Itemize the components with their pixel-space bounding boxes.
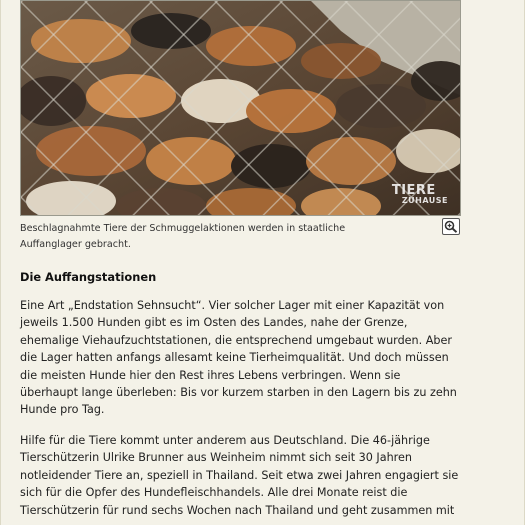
- zoom-button[interactable]: [442, 218, 460, 235]
- logo-line2: ZUHAUSE: [401, 196, 448, 205]
- article-photo[interactable]: [20, 0, 461, 216]
- photo-caption: Beschlagnahmte Tiere der Schmuggelaktionen werden in staatliche Auffanglager gebracht.: [20, 223, 346, 250]
- logo-line1: TIERE: [391, 183, 436, 198]
- tiere-zuhause-logo: [392, 184, 448, 205]
- section-heading: Die Auffangstationen: [20, 270, 157, 284]
- magnifier-plus-icon: [443, 219, 459, 234]
- article-paragraph: Eine Art „Endstation Sehnsucht“. Vier solcher Lager mit einer Kapazität von jeweils 1.500 Hunden gibt es im Osten des Landes, nahe der Grenze, ehemalige Viehaufzuchtstationen, die entsprechend umgebaut wurden. Aber die Lager hatten anfangs allesamt keine Tierheimqualität. Und doch müssen die meisten Hunde hier den Rest ihres Lebens verbringen. Wenn sie überhaupt lange überleben: Bis vor kurzem starben in den Lagern bis zu zehn Hunde pro Tag.: [20, 299, 457, 417]
- article-paragraph: Hilfe für die Tiere kommt unter anderem aus Deutschland. Die 46-jährige Tierschützerin Ulrike Brunner aus Weinheim nimmt sich seit 30 Jahren notleidender Tiere an, speziell in Thailand. Seit etwa zwei Jahren engagiert sie sich für die Opfer des Hundefleischhandels. Alle drei Monate reist die Tierschützerin für rund sechs Wochen nach Thailand und geht zusammen mit: [20, 434, 459, 517]
